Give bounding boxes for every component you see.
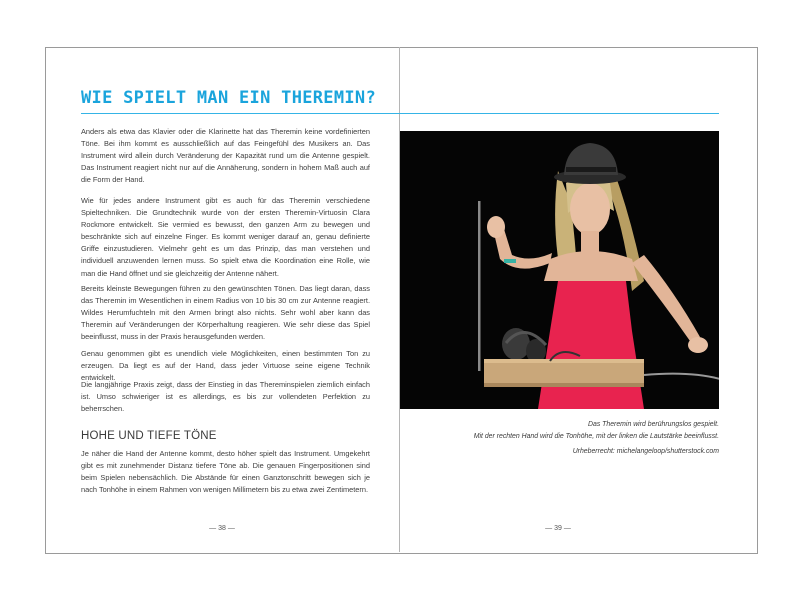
page-number-right: — 39 — — [545, 525, 571, 532]
paragraph-5: Die langjährige Praxis zeigt, dass der Einstieg in das Thereminspielen ziemlich einfach ist. Umso schwieriger ist es allerdings, es bis zur vollendeten Perfektion zu beherrschen. — [81, 380, 370, 414]
title-rule — [81, 113, 719, 114]
paragraph-1: Anders als etwa das Klavier oder die Klarinette hat das Theremin keine vordefinierten Töne. Bei ihm kommt es ausschließlich auf das Feingefühl des Musikers an. Das Instrument wird allein durch Veränderung der Kapazität rund um die Antenne gespielt. Das Instrument reagiert nicht nur auf die Annäherung, sondern in hohem Maß auch auf die Form der Hand. — [81, 127, 370, 185]
page-number-left: — 38 — — [209, 525, 235, 532]
paragraph-2: Wie für jedes andere Instrument gibt es auch für das Theremin verschiedene Spieltechniken. Die Grundtechnik wurde von der ersten Theremin-Virtuosin Clara Rockmore entwickelt. Sie vermied es bewusst, den ganzen Arm zu bewegen und beschränkte sich auf einzelne Finger. Es kommt weniger darauf an, genau definierte Griffe einzustudieren. Vielmehr geht es um das Prinzip, das man verstehen und individuell anzuwenden lernen muss. So spielt etwa die Koordination eine Rolle, wie man die Hand öffnet und sie gleichzeitig der Antenne nähert. — [81, 196, 370, 278]
theremin-player-photo — [400, 131, 719, 409]
sub-paragraph: Je näher die Hand der Antenne kommt, desto höher spielt das Instrument. Umgekehrt gibt es mit zunehmender Distanz tiefere Töne ab. Die genauen Fingerpositionen sind beim Spielen nebensächlich. Die Abstände für einen Ganztonschritt bewegen sich je nach Tonhöhe in einem Rahmen von wenigen Millimetern bis zu etwa zwei Zentimetern. — [81, 449, 370, 495]
paragraph-4: Genau genommen gibt es unendlich viele Möglichkeiten, einen bestimmten Ton zu erzeugen. Da liegt es auf der Hand, dass jeder Virtuose seine eigene Technik entwickelt. — [81, 349, 370, 383]
page-title: WIE SPIELT MAN EIN THEREMIN? — [81, 88, 376, 108]
photo-caption-line-1: Das Theremin wird berührungslos gespielt. — [588, 421, 719, 428]
section-subheading: HOHE UND TIEFE TÖNE — [81, 430, 217, 442]
photo-caption-line-2: Mit der rechten Hand wird die Tonhöhe, mit der linken die Lautstärke beeinflusst. — [473, 433, 719, 440]
paragraph-3: Bereits kleinste Bewegungen führen zu den gewünschten Tönen. Das liegt daran, dass das Theremin im Wesentlichen in einem Radius von 10 bis 30 cm zur Antenne reagiert. Wildes Herumfuchteln mit den Armen bringt also nichts. Sehr wohl aber kann das Theremin auf Veränderungen der Körperhaltung reagieren. Wie sehr diese das Spiel beeinflusst, muss in der Praxis herausgefunden werden. — [81, 284, 370, 342]
photo-credit: Urheberrecht: michelangeloop/shutterstock.com — [572, 448, 719, 455]
